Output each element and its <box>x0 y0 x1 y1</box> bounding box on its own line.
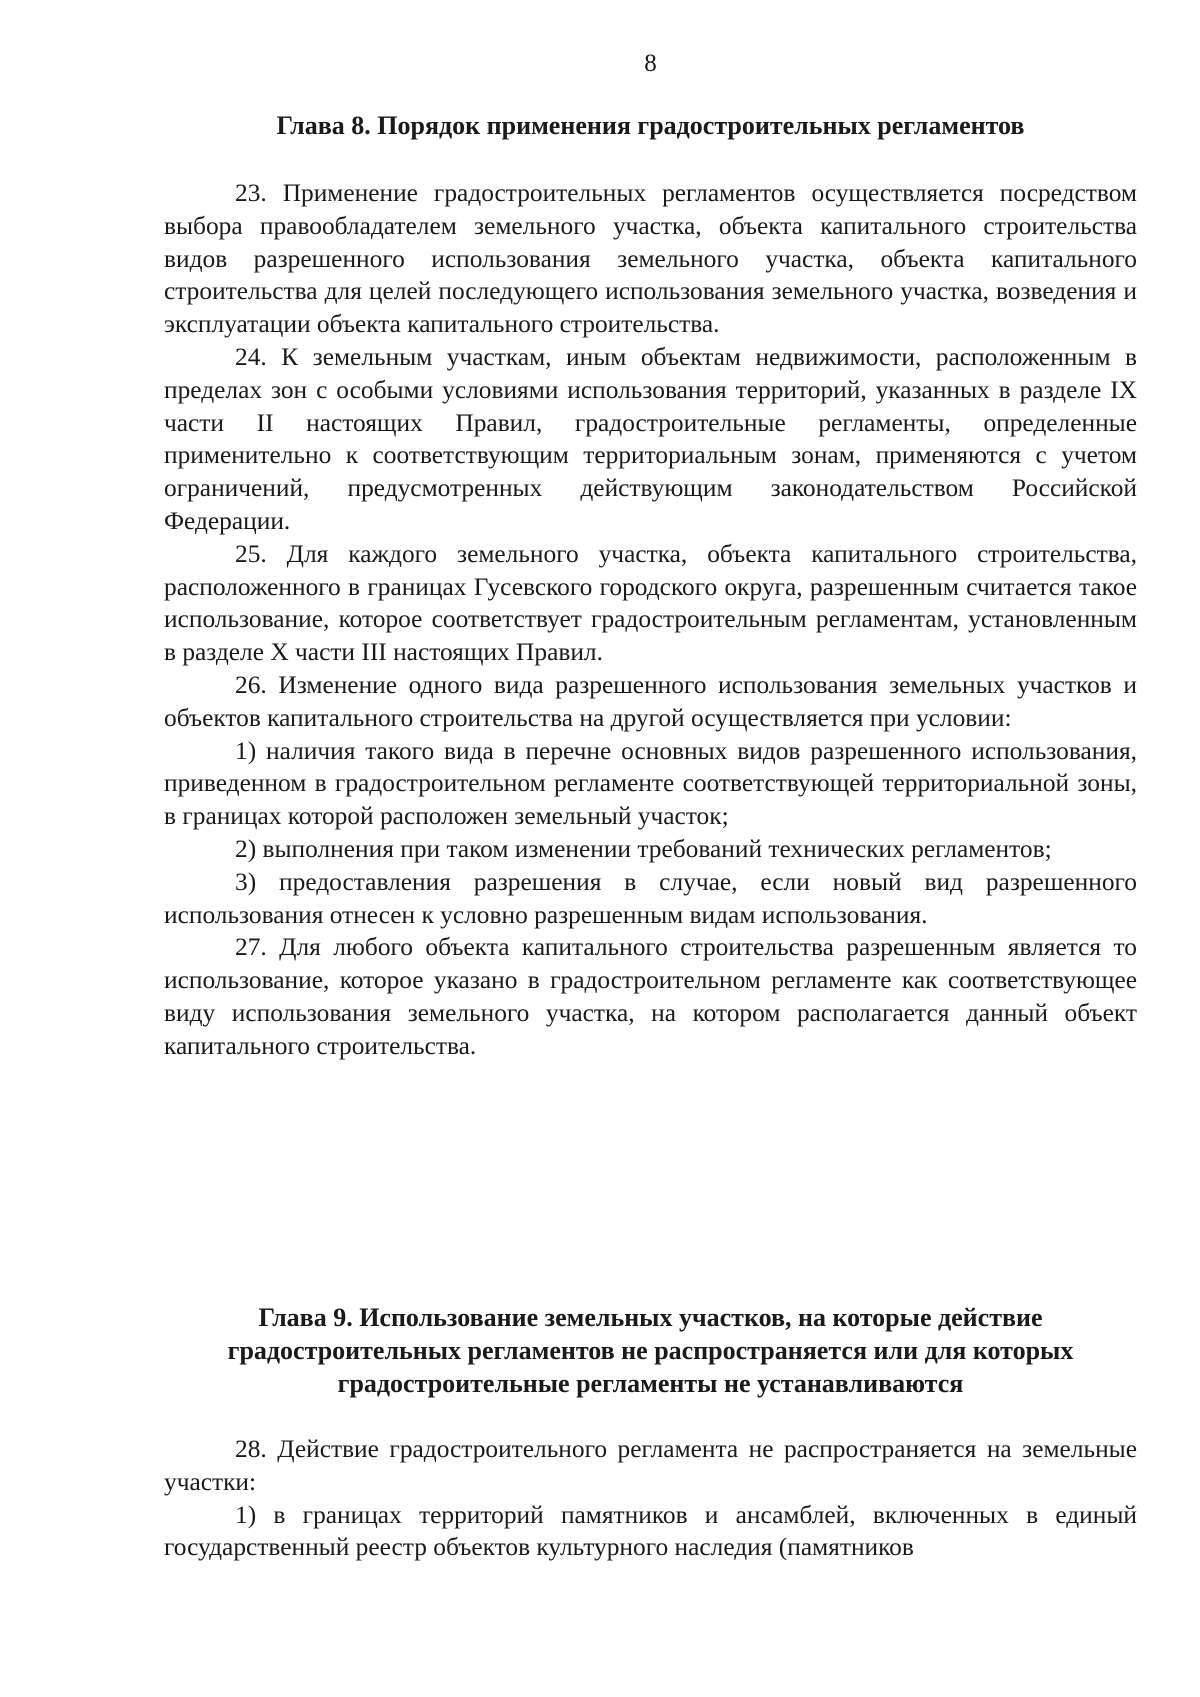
paragraph-25: 25. Для каждого земельного участка, объекта капитального строительства, расположенного в границах Гусевского городского округа, разрешенным считается такое использование, которое соответствует градостроительным регламентам, установленным в разделе X части III настоящих Правил. <box>164 539 1137 667</box>
chapter-9-title-line: градостроительные регламенты не устанавливаются <box>337 1369 964 1398</box>
paragraph-24: 24. К земельным участкам, иным объектам недвижимости, расположенным в пределах зон с особыми условиями использования территорий, указанных в разделе IX части II настоящих Правил, градостроительные регламенты, определенные применительно к соответствующим территориальным зонам, применяются с учетом ограничений, предусмотренных действующим законодательством Российской Федерации. <box>164 342 1137 535</box>
chapter-8-body <box>164 177 1137 1063</box>
paragraph-23: 23. Применение градостроительных регламентов осуществляется посредством выбора правообладателем земельного участка, объекта капитального строительства видов разрешенного использования земельного участка, объекта капитального строительства для целей последующего использования земельного участка, возведения и эксплуатации объекта капитального строительства. <box>164 179 1137 339</box>
chapter-9-body <box>164 1433 1137 1564</box>
paragraph-26: 26. Изменение одного вида разрешенного использования земельных участков и объектов капитального строительства на другой осуществляется при условии: <box>164 670 1137 732</box>
chapter-9-title-line: градостроительных регламентов не распространяется или для которых <box>227 1336 1074 1365</box>
paragraph-27: 27. Для любого объекта капитального строительства разрешенным является то использование, которое указано в градостроительном регламенте как соответствующее виду использования земельного участка, на котором располагается данный объект капитального строительства. <box>164 933 1137 1060</box>
chapter-9-title <box>164 1301 1137 1400</box>
paragraph-28-item-1: 1) в границах территорий памятников и ансамблей, включенных в единый государственный реестр объектов культурного наследия (памятников <box>164 1500 1137 1562</box>
paragraph-26-item-1: 1) наличия такого вида в перечне основных видов разрешенного использования, приведенном в градостроительном регламенте соответствующей территориальной зоны, в границах которой расположен земельный участок; <box>164 736 1137 831</box>
chapter-9-title-line: Глава 9. Использование земельных участков, на которые действие <box>258 1303 1043 1332</box>
paragraph-26-item-2: 2) выполнения при таком изменении требований технических регламентов; <box>235 834 1052 863</box>
paragraph-26-item-3: 3) предоставления разрешения в случае, если новый вид разрешенного использования отнесен к условно разрешенным видам использования. <box>164 867 1137 929</box>
paragraph-28: 28. Действие градостроительного регламента не распространяется на земельные участки: <box>164 1435 1137 1496</box>
chapter-8-title: Глава 8. Порядок применения градостроительных регламентов <box>276 111 1025 140</box>
page-number: 8 <box>644 50 657 77</box>
